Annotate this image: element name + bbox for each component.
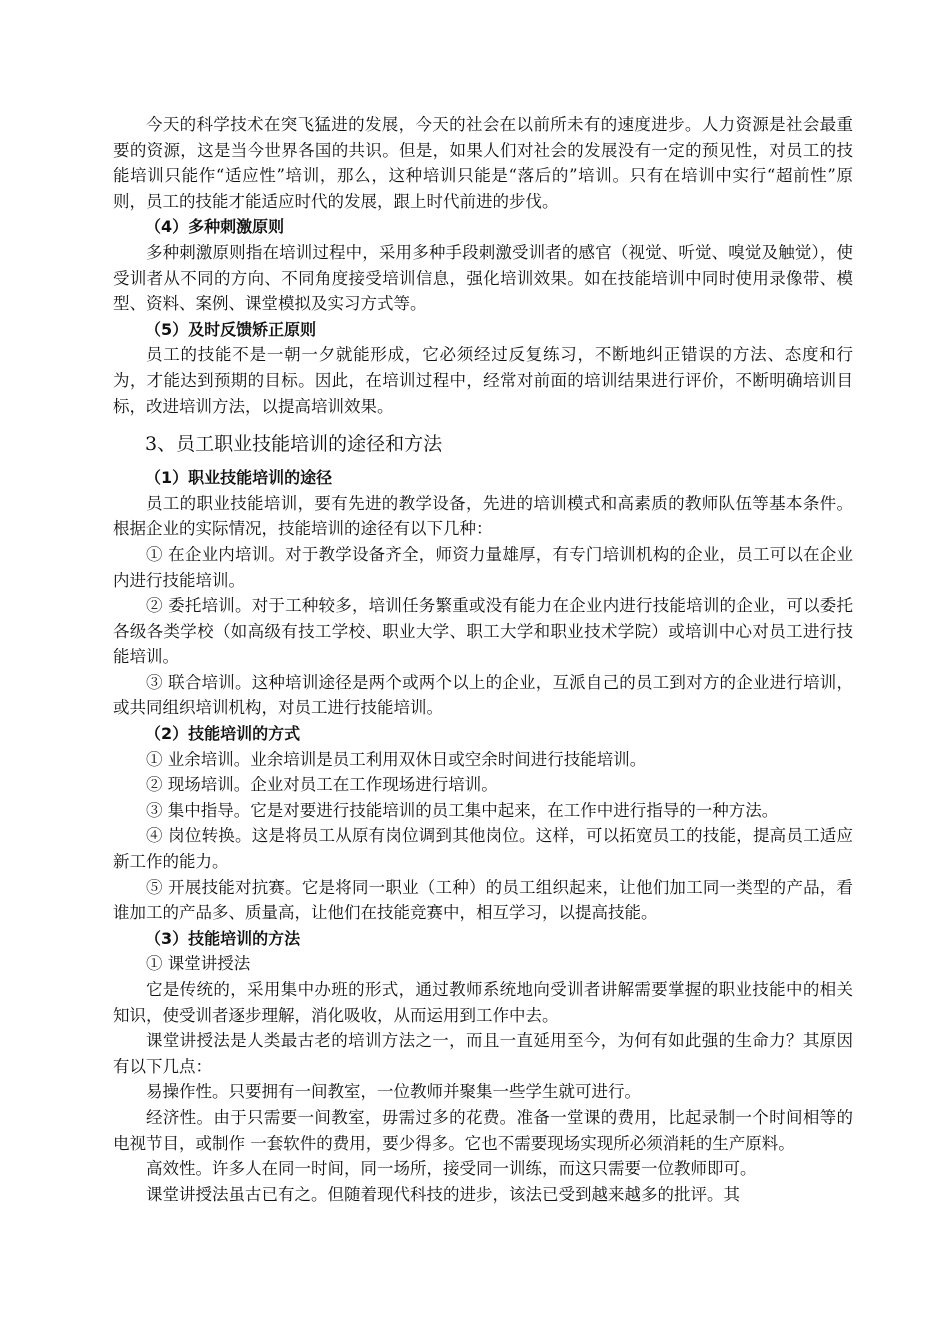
paragraph-6: 课堂讲授法是人类最古老的培训方法之一，而且一直延用至今，为何有如此强的生命力？其原因有以下几点： (113, 1031, 853, 1076)
heading-training-channels: （1）职业技能培训的途径 (145, 468, 333, 488)
section-heading-3: 3、员工职业技能培训的途径和方法 (145, 433, 443, 456)
paragraph-9: 高效性。许多人在同一时间，同一场所，接受同一训练，而这只需要一位教师即可。 (146, 1159, 757, 1179)
document-page (113, 112, 853, 1207)
heading-principle-4: （4）多种刺激原则 (145, 217, 285, 237)
list-item-channel-2: ② 委托培训。对于工种较多，培训任务繁重或没有能力在企业内进行技能培训的企业，可以委托各级各类学校（如高级有技工学校、职业大学、职工大学和职业技术学院）或培训中心对员工进行技能培训。 (113, 596, 853, 667)
list-item-channel-3: ③ 联合培训。这种培训途径是两个或两个以上的企业，互派自己的员工到对方的企业进行培训，或共同组织培训机构，对员工进行技能培训。 (113, 672, 853, 718)
list-item-mode-1: ① 业余培训。业余培训是员工利用双休日或空余时间进行技能培训。 (146, 749, 647, 769)
heading-principle-5: （5）及时反馈矫正原则 (145, 319, 317, 339)
paragraph-7: 易操作性。只要拥有一间教室，一位教师并聚集一些学生就可进行。 (146, 1082, 641, 1102)
paragraph-3: 员工的技能不是一朝一夕就能形成，它必须经过反复练习，不断地纠正错误的方法、态度和行为，才能达到预期的目标。因此，在培训过程中，经常对前面的培训结果进行评价，不断明确培训目标，改进培训方法，以提高培训效果。 (113, 345, 853, 416)
heading-training-modes: （2）技能培训的方式 (145, 724, 301, 744)
list-item-mode-5: ⑤ 开展技能对抗赛。它是将同一职业（工种）的员工组织起来，让他们加工同一类型的产品，看谁加工的产品多、质量高，让他们在技能竞赛中，相互学习，以提高技能。 (113, 877, 853, 923)
heading-training-methods: （3）技能培训的方法 (145, 928, 301, 948)
list-item-mode-2: ② 现场培训。企业对员工在工作现场进行培训。 (146, 775, 498, 795)
list-item-channel-1: ① 在企业内培训。对于教学设备齐全，师资力量雄厚，有专门培训机构的企业，员工可以在企业内进行技能培训。 (113, 544, 853, 590)
list-item-mode-3: ③ 集中指导。它是对要进行技能培训的员工集中起来，在工作中进行指导的一种方法。 (146, 800, 779, 820)
paragraph-2: 多种刺激原则指在培训过程中，采用多种手段刺激受训者的感官（视觉、听觉、嗅觉及触觉），使受训者从不同的方向、不同角度接受培训信息，强化培训效果。如在技能培训中同时使用录像带、模型、资料、案例、课堂模拟及实习方式等。 (113, 242, 853, 314)
list-item-method-1: ① 课堂讲授法 (146, 954, 251, 974)
paragraph-10: 课堂讲授法虽古已有之。但随着现代科技的进步，该法已受到越来越多的批评。其 (146, 1184, 740, 1204)
paragraph-5: 它是传统的，采用集中办班的形式，通过教师系统地向受训者讲解需要掌握的职业技能中的相关知识，使受训者逐步理解，消化吸收，从而运用到工作中去。 (113, 980, 853, 1025)
list-item-mode-4: ④ 岗位转换。这是将员工从原有岗位调到其他岗位。这样，可以拓宽员工的技能，提高员工适应新工作的能力。 (113, 826, 853, 872)
paragraph-4: 员工的职业技能培训，要有先进的教学设备，先进的培训模式和高素质的教师队伍等基本条件。根据企业的实际情况，技能培训的途径有以下几种： (113, 493, 853, 539)
paragraph-8: 经济性。由于只需要一间教室，毋需过多的花费。准备一堂课的费用，比起录制一个时间相等的电视节目，或制作 一套软件的费用，要少得多。它也不需要现场实现所必须消耗的生产原料。 (113, 1107, 853, 1153)
paragraph-1: 今天的科学技术在突飞猛进的发展，今天的社会在以前所未有的速度进步。人力资源是社会最重要的资源，这是当今世界各国的共识。但是，如果人们对社会的发展没有一定的预见性，对员工的技能培训只能作“适应性”培训，那么，这种培训只能是“落后的”培训。只有在培训中实行“超前性”原则，员工的技能才能适应时代的发展，跟上时代前进的步伐。 (113, 115, 853, 211)
